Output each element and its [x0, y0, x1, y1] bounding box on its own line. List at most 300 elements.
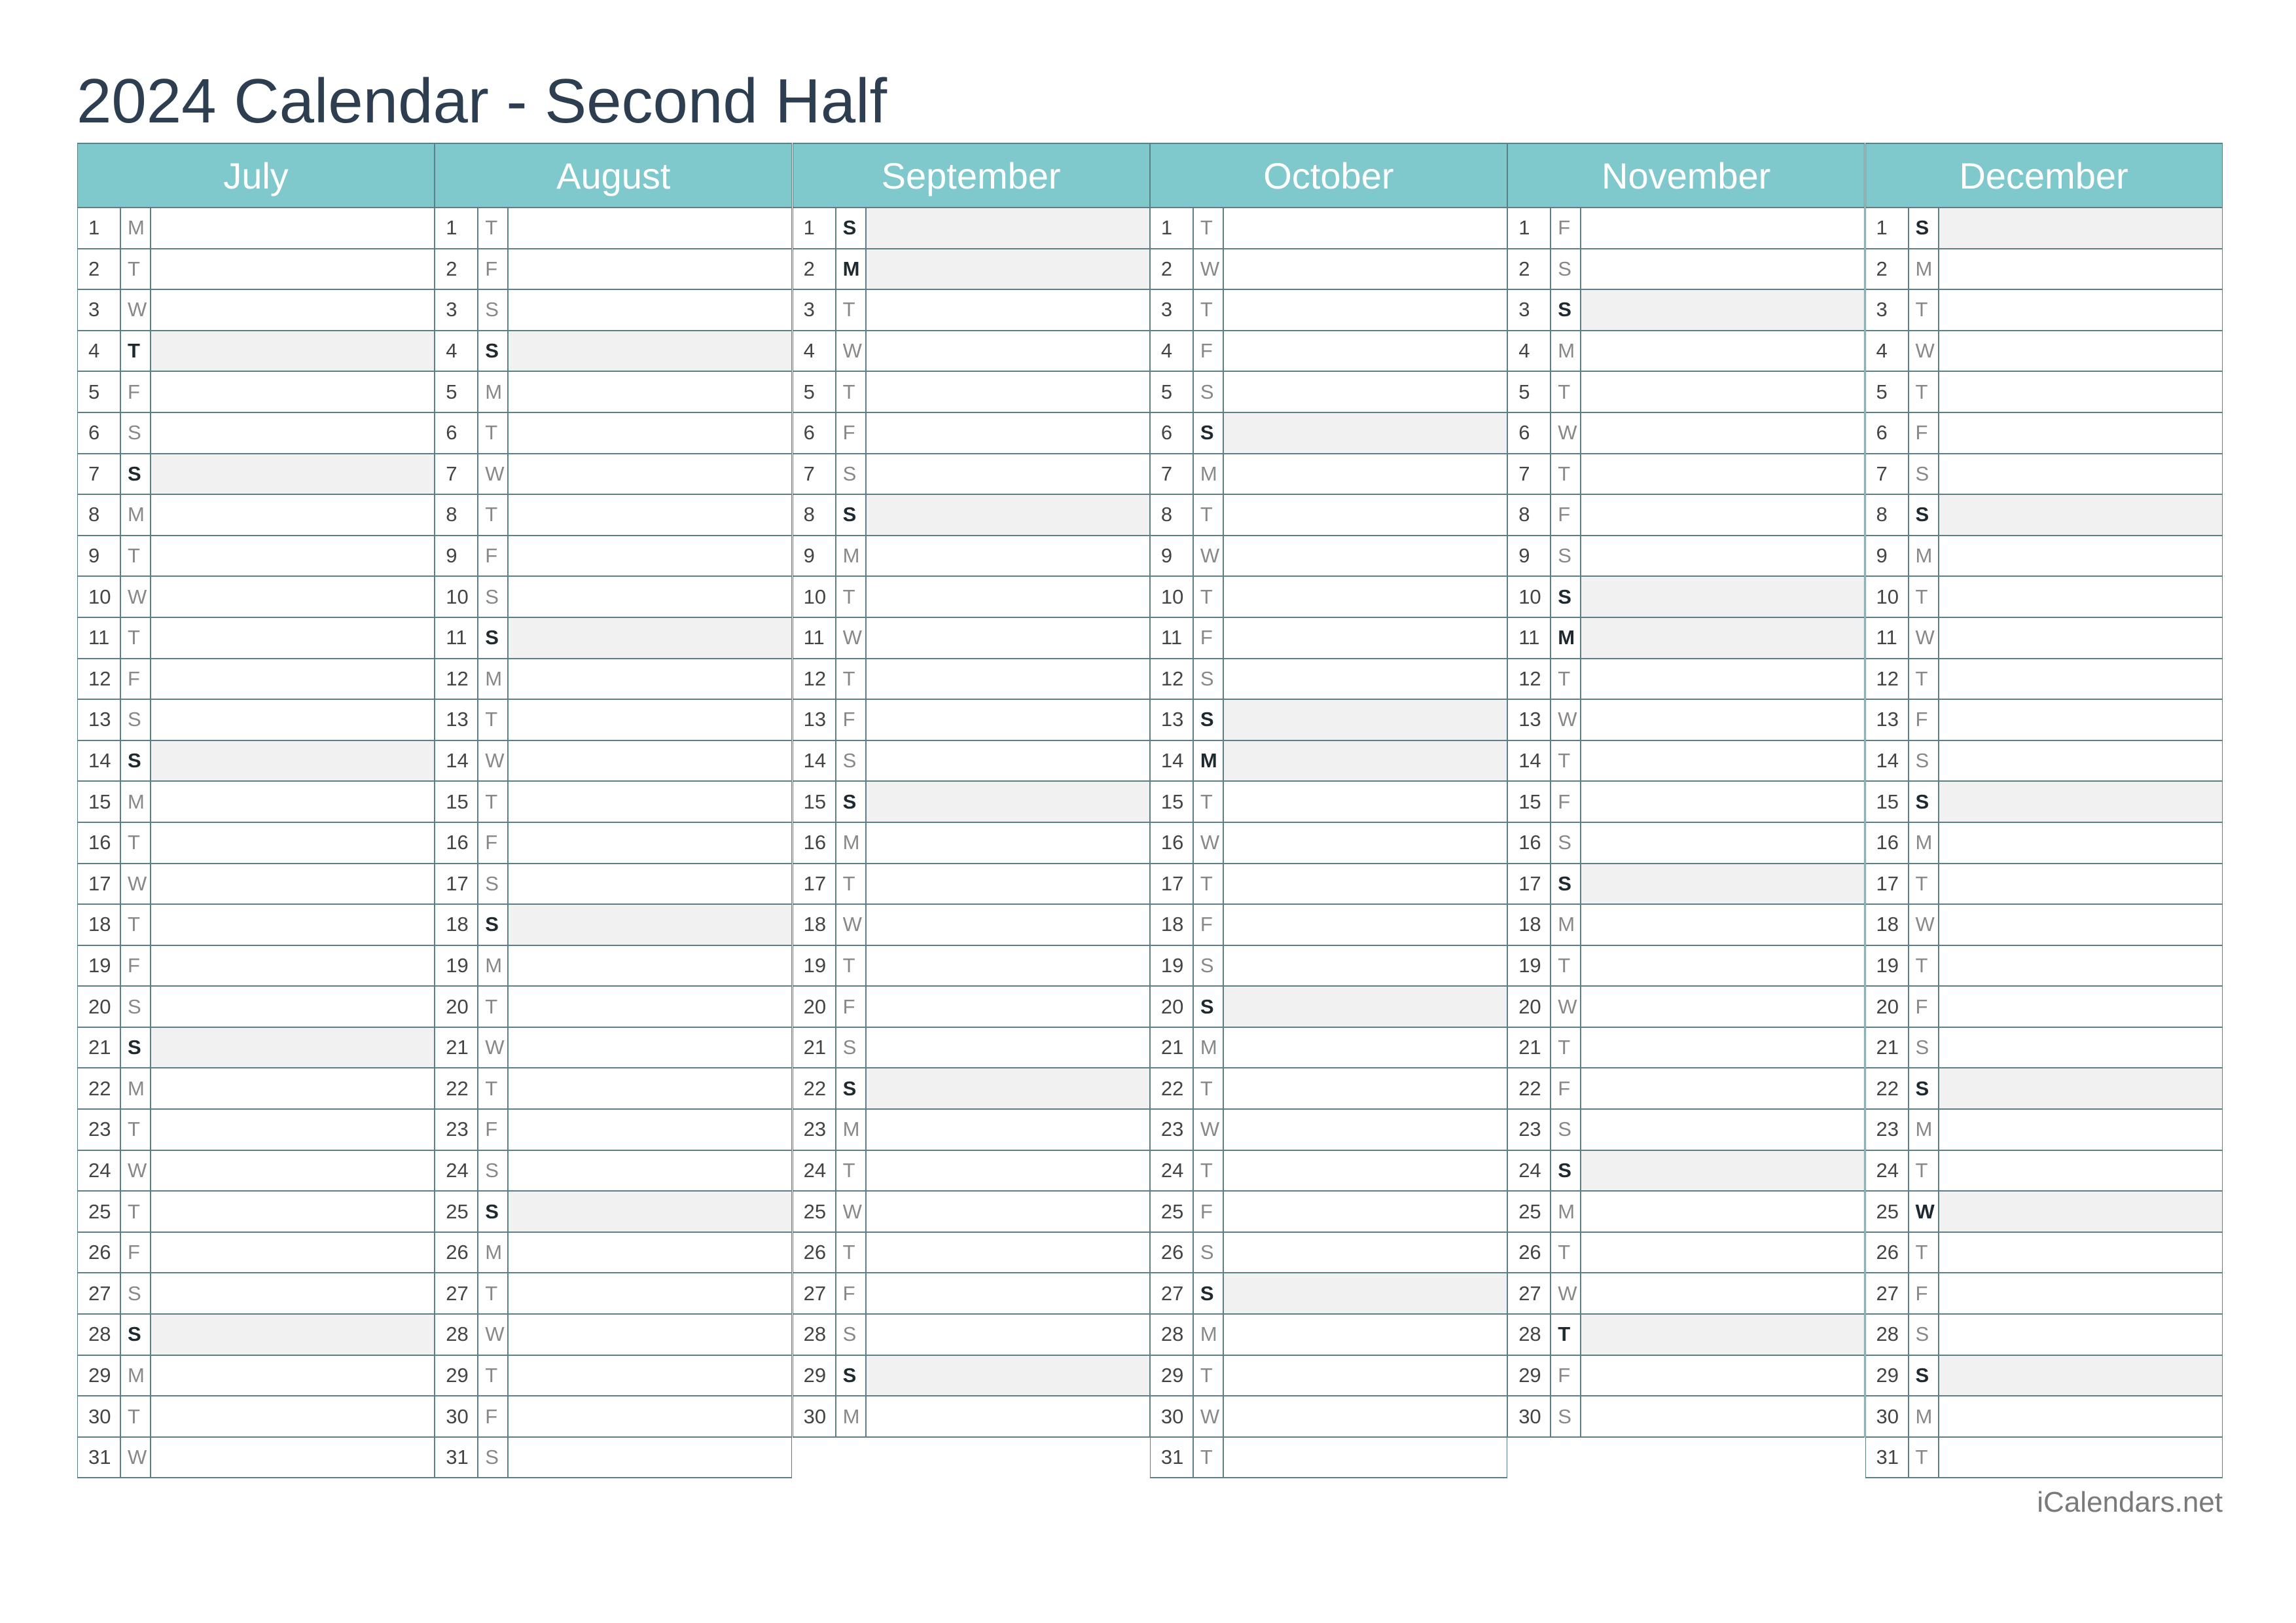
- day-row: [1865, 1438, 2223, 1479]
- day-number: 11: [435, 618, 478, 658]
- weekday-letter: T: [121, 536, 151, 576]
- day-number: 13: [1508, 700, 1551, 740]
- day-number: 7: [793, 454, 836, 494]
- weekday-letter: S: [1194, 1273, 1224, 1313]
- weekday-letter: T: [1909, 659, 1939, 699]
- day-row: [77, 864, 435, 905]
- weekday-letter: W: [1194, 1110, 1224, 1150]
- day-row: [1865, 1068, 2223, 1110]
- day-row: [435, 1273, 792, 1315]
- weekday-letter: S: [836, 1356, 867, 1396]
- month-column-0: [77, 143, 435, 1478]
- note-cell: [509, 495, 791, 535]
- day-row: [1865, 413, 2223, 454]
- note-cell: [867, 454, 1149, 494]
- day-number: 5: [78, 372, 121, 412]
- weekday-letter: M: [1551, 1192, 1581, 1231]
- day-number: 22: [78, 1068, 121, 1108]
- day-row: [1150, 1028, 1507, 1069]
- note-cell: [867, 1396, 1149, 1436]
- day-number: 12: [793, 659, 836, 699]
- day-row: [1865, 864, 2223, 905]
- day-row: [1507, 454, 1865, 496]
- day-number: 18: [435, 905, 478, 945]
- day-row: [1507, 372, 1865, 413]
- day-row: [1865, 249, 2223, 291]
- day-row: [1507, 1396, 1865, 1438]
- weekday-letter: S: [121, 741, 151, 781]
- weekday-letter: T: [121, 1396, 151, 1436]
- note-cell: [1224, 1356, 1507, 1396]
- day-number: 28: [1151, 1315, 1194, 1355]
- day-row: [1865, 1110, 2223, 1151]
- note-cell: [1581, 1356, 1864, 1396]
- weekday-letter: T: [1551, 1028, 1581, 1068]
- note-cell: [1939, 372, 2222, 412]
- note-cell: [1939, 577, 2222, 617]
- day-row: [77, 536, 435, 577]
- note-cell: [1581, 782, 1864, 822]
- day-row: [1507, 331, 1865, 373]
- day-number: 31: [1866, 1438, 1909, 1478]
- weekday-letter: T: [836, 864, 867, 904]
- note-cell: [867, 864, 1149, 904]
- note-cell: [1224, 1192, 1507, 1231]
- note-cell: [509, 1110, 791, 1150]
- weekday-letter: M: [836, 1110, 867, 1150]
- note-cell: [1581, 1315, 1864, 1355]
- note-cell: [1224, 1315, 1507, 1355]
- note-cell: [151, 331, 434, 371]
- note-cell: [509, 782, 791, 822]
- day-number: 28: [435, 1315, 478, 1355]
- note-cell: [1939, 905, 2222, 945]
- weekday-letter: F: [1909, 700, 1939, 740]
- note-cell: [1939, 987, 2222, 1027]
- weekday-letter: M: [836, 536, 867, 576]
- day-row: [793, 946, 1150, 987]
- day-number: 30: [793, 1396, 836, 1436]
- note-cell: [151, 741, 434, 781]
- note-cell: [1939, 536, 2222, 576]
- day-number: 14: [435, 741, 478, 781]
- day-row: [793, 1068, 1150, 1110]
- note-cell: [509, 577, 791, 617]
- day-row: [1150, 905, 1507, 946]
- weekday-letter: S: [1194, 659, 1224, 699]
- day-number: 6: [78, 413, 121, 453]
- weekday-letter: S: [1909, 782, 1939, 822]
- day-row: [793, 577, 1150, 618]
- weekday-letter: S: [121, 1273, 151, 1313]
- day-row: [1865, 1028, 2223, 1069]
- day-row: [435, 1356, 792, 1397]
- weekday-letter: T: [1551, 741, 1581, 781]
- weekday-letter: T: [1194, 290, 1224, 330]
- note-cell: [151, 1438, 434, 1478]
- weekday-letter: F: [836, 987, 867, 1027]
- day-row: [77, 782, 435, 823]
- note-cell: [509, 1151, 791, 1191]
- weekday-letter: F: [1551, 1068, 1581, 1108]
- weekday-letter: W: [1551, 1273, 1581, 1313]
- note-cell: [1224, 1068, 1507, 1108]
- weekday-letter: W: [121, 1438, 151, 1478]
- day-number: 13: [793, 700, 836, 740]
- day-number: 2: [78, 249, 121, 289]
- note-cell: [1224, 208, 1507, 248]
- day-number: 5: [793, 372, 836, 412]
- weekday-letter: F: [1909, 1273, 1939, 1313]
- day-row: [77, 1028, 435, 1069]
- day-number: 11: [1151, 618, 1194, 658]
- weekday-letter: W: [121, 1151, 151, 1191]
- day-row: [77, 331, 435, 373]
- weekday-letter: W: [121, 864, 151, 904]
- note-cell: [151, 1273, 434, 1313]
- note-cell: [1224, 1438, 1507, 1478]
- day-number: 4: [793, 331, 836, 371]
- month-column-1: [435, 143, 792, 1478]
- day-number: 1: [435, 208, 478, 248]
- note-cell: [1939, 249, 2222, 289]
- weekday-letter: M: [1909, 823, 1939, 863]
- day-number: 14: [793, 741, 836, 781]
- day-row: [1507, 495, 1865, 536]
- note-cell: [509, 1028, 791, 1068]
- day-number: 4: [1508, 331, 1551, 371]
- day-number: 3: [1508, 290, 1551, 330]
- day-row: [1150, 1438, 1507, 1479]
- day-number: 2: [793, 249, 836, 289]
- day-row: [793, 1396, 1150, 1438]
- day-number: 4: [78, 331, 121, 371]
- day-number: 29: [793, 1356, 836, 1396]
- day-number: 31: [78, 1438, 121, 1478]
- note-cell: [1224, 659, 1507, 699]
- note-cell: [1581, 577, 1864, 617]
- weekday-letter: F: [1909, 987, 1939, 1027]
- day-row: [1865, 495, 2223, 536]
- day-number: 5: [1508, 372, 1551, 412]
- day-row: [1865, 782, 2223, 823]
- weekday-letter: S: [478, 864, 509, 904]
- day-row: [793, 1233, 1150, 1274]
- note-cell: [1581, 208, 1864, 248]
- note-cell: [867, 208, 1149, 248]
- weekday-letter: M: [1194, 1315, 1224, 1355]
- day-number: 18: [78, 905, 121, 945]
- day-row: [435, 536, 792, 577]
- day-row: [1150, 372, 1507, 413]
- note-cell: [867, 577, 1149, 617]
- note-cell: [1224, 1110, 1507, 1150]
- weekday-letter: T: [121, 331, 151, 371]
- day-number: 19: [78, 946, 121, 986]
- weekday-letter: T: [1551, 946, 1581, 986]
- weekday-letter: S: [121, 413, 151, 453]
- month-header: December: [1865, 143, 2223, 208]
- note-cell: [151, 577, 434, 617]
- day-row: [1150, 618, 1507, 659]
- weekday-letter: T: [836, 946, 867, 986]
- day-row: [793, 1151, 1150, 1192]
- day-number: 7: [1508, 454, 1551, 494]
- day-number: 24: [78, 1151, 121, 1191]
- weekday-letter: W: [1909, 618, 1939, 658]
- weekday-letter: W: [1194, 1396, 1224, 1436]
- day-number: 25: [1508, 1192, 1551, 1231]
- weekday-letter: T: [478, 413, 509, 453]
- day-number: 4: [1866, 331, 1909, 371]
- note-cell: [1939, 1438, 2222, 1478]
- day-row: [1865, 208, 2223, 249]
- weekday-letter: W: [121, 290, 151, 330]
- day-number: 9: [78, 536, 121, 576]
- weekday-letter: T: [121, 249, 151, 289]
- day-number: 25: [1151, 1192, 1194, 1231]
- day-number: 28: [1508, 1315, 1551, 1355]
- note-cell: [509, 331, 791, 371]
- weekday-letter: S: [1194, 946, 1224, 986]
- day-number: 28: [793, 1315, 836, 1355]
- weekday-letter: T: [836, 1151, 867, 1191]
- day-number: 10: [78, 577, 121, 617]
- day-number: 13: [435, 700, 478, 740]
- day-row: [1507, 1028, 1865, 1069]
- weekday-letter: T: [1909, 864, 1939, 904]
- note-cell: [509, 659, 791, 699]
- day-number: 5: [435, 372, 478, 412]
- day-number: 10: [1151, 577, 1194, 617]
- day-row: [435, 1110, 792, 1151]
- day-number: 19: [1508, 946, 1551, 986]
- weekday-letter: T: [121, 1192, 151, 1231]
- weekday-letter: T: [1551, 1315, 1581, 1355]
- note-cell: [1939, 659, 2222, 699]
- day-number: 21: [78, 1028, 121, 1068]
- day-number: 22: [1151, 1068, 1194, 1108]
- day-number: 3: [435, 290, 478, 330]
- weekday-letter: F: [836, 413, 867, 453]
- note-cell: [1581, 1396, 1864, 1436]
- weekday-letter: S: [1551, 1110, 1581, 1150]
- weekday-letter: S: [121, 987, 151, 1027]
- day-row: [77, 905, 435, 946]
- weekday-letter: W: [478, 454, 509, 494]
- weekday-letter: M: [121, 1068, 151, 1108]
- day-number: 8: [1151, 495, 1194, 535]
- weekday-letter: F: [836, 1273, 867, 1313]
- day-row: [1865, 618, 2223, 659]
- day-number: 21: [435, 1028, 478, 1068]
- day-row: [435, 946, 792, 987]
- day-number: 30: [78, 1396, 121, 1436]
- day-row: [1150, 987, 1507, 1028]
- note-cell: [1581, 495, 1864, 535]
- weekday-letter: W: [121, 577, 151, 617]
- note-cell: [151, 905, 434, 945]
- weekday-letter: W: [836, 618, 867, 658]
- weekday-letter: S: [1551, 249, 1581, 289]
- day-number: 7: [1151, 454, 1194, 494]
- day-number: 26: [435, 1233, 478, 1273]
- month-header: July: [77, 143, 435, 208]
- day-number: 17: [1508, 864, 1551, 904]
- weekday-letter: M: [836, 1396, 867, 1436]
- day-number: 9: [1151, 536, 1194, 576]
- weekday-letter: T: [1194, 208, 1224, 248]
- day-number: 18: [1508, 905, 1551, 945]
- day-number: 2: [1151, 249, 1194, 289]
- day-number: 12: [1508, 659, 1551, 699]
- day-row: [77, 1356, 435, 1397]
- day-row: [793, 905, 1150, 946]
- note-cell: [867, 1110, 1149, 1150]
- weekday-letter: T: [836, 1233, 867, 1273]
- note-cell: [151, 618, 434, 658]
- weekday-letter: T: [1909, 1233, 1939, 1273]
- weekday-letter: T: [1194, 1356, 1224, 1396]
- weekday-letter: W: [478, 1028, 509, 1068]
- note-cell: [509, 700, 791, 740]
- note-cell: [151, 249, 434, 289]
- day-number: 26: [793, 1233, 836, 1273]
- note-cell: [1581, 823, 1864, 863]
- day-row: [1865, 1151, 2223, 1192]
- weekday-letter: M: [1909, 1110, 1939, 1150]
- day-row: [1507, 290, 1865, 331]
- weekday-letter: F: [1551, 495, 1581, 535]
- note-cell: [151, 1356, 434, 1396]
- weekday-letter: T: [836, 290, 867, 330]
- note-cell: [509, 1438, 791, 1478]
- day-row: [1507, 413, 1865, 454]
- day-number: 20: [793, 987, 836, 1027]
- note-cell: [151, 1192, 434, 1231]
- weekday-letter: S: [1909, 1356, 1939, 1396]
- weekday-letter: M: [121, 1356, 151, 1396]
- day-row: [77, 290, 435, 331]
- day-number: 22: [1866, 1068, 1909, 1108]
- note-cell: [1224, 495, 1507, 535]
- note-cell: [509, 1315, 791, 1355]
- note-cell: [1224, 536, 1507, 576]
- day-number: 10: [435, 577, 478, 617]
- day-row: [435, 1396, 792, 1438]
- weekday-letter: S: [1194, 372, 1224, 412]
- note-cell: [867, 1151, 1149, 1191]
- day-row: [1507, 577, 1865, 618]
- weekday-letter: W: [1194, 823, 1224, 863]
- day-row: [77, 659, 435, 701]
- day-row: [1507, 1110, 1865, 1151]
- note-cell: [1581, 987, 1864, 1027]
- day-row: [1865, 290, 2223, 331]
- day-row: [435, 1028, 792, 1069]
- note-cell: [509, 946, 791, 986]
- note-cell: [151, 454, 434, 494]
- day-number: 16: [1866, 823, 1909, 863]
- note-cell: [151, 659, 434, 699]
- note-cell: [1581, 454, 1864, 494]
- weekday-letter: T: [121, 1110, 151, 1150]
- weekday-letter: F: [1909, 413, 1939, 453]
- day-row: [77, 1396, 435, 1438]
- weekday-letter: T: [478, 1068, 509, 1108]
- day-row: [1507, 905, 1865, 946]
- day-row: [77, 1110, 435, 1151]
- weekday-letter: M: [478, 1233, 509, 1273]
- day-number: 1: [1866, 208, 1909, 248]
- day-number: 6: [1151, 413, 1194, 453]
- weekday-letter: S: [836, 1315, 867, 1355]
- day-row: [1150, 1068, 1507, 1110]
- day-number: 16: [1151, 823, 1194, 863]
- weekday-letter: S: [1194, 987, 1224, 1027]
- note-cell: [509, 1273, 791, 1313]
- day-number: 16: [793, 823, 836, 863]
- day-row: [435, 987, 792, 1028]
- day-number: 26: [1866, 1233, 1909, 1273]
- day-number: 20: [1151, 987, 1194, 1027]
- note-cell: [151, 1315, 434, 1355]
- day-row: [435, 454, 792, 496]
- day-row: [435, 290, 792, 331]
- note-cell: [867, 331, 1149, 371]
- day-row: [1507, 249, 1865, 291]
- note-cell: [151, 413, 434, 453]
- note-cell: [509, 454, 791, 494]
- weekday-letter: F: [1194, 905, 1224, 945]
- note-cell: [509, 536, 791, 576]
- note-cell: [509, 290, 791, 330]
- day-row: [1507, 1273, 1865, 1315]
- note-cell: [1939, 413, 2222, 453]
- day-row: [793, 454, 1150, 496]
- day-row: [1865, 1192, 2223, 1233]
- weekday-letter: M: [1551, 905, 1581, 945]
- weekday-letter: S: [1551, 536, 1581, 576]
- note-cell: [1939, 1233, 2222, 1273]
- weekday-letter: M: [1194, 1028, 1224, 1068]
- day-number: 6: [1508, 413, 1551, 453]
- day-row: [1507, 987, 1865, 1028]
- weekday-letter: M: [1909, 1396, 1939, 1436]
- day-number: 24: [1151, 1151, 1194, 1191]
- month-column-4: [1507, 143, 1865, 1438]
- weekday-letter: W: [1194, 249, 1224, 289]
- day-row: [1150, 536, 1507, 577]
- day-number: 20: [1508, 987, 1551, 1027]
- day-row: [435, 1233, 792, 1274]
- day-number: 10: [1866, 577, 1909, 617]
- day-number: 20: [435, 987, 478, 1027]
- day-row: [1507, 864, 1865, 905]
- day-number: 23: [435, 1110, 478, 1150]
- day-row: [77, 946, 435, 987]
- note-cell: [151, 290, 434, 330]
- weekday-letter: F: [1194, 331, 1224, 371]
- day-number: 7: [435, 454, 478, 494]
- day-number: 12: [1866, 659, 1909, 699]
- day-number: 25: [1866, 1192, 1909, 1231]
- day-row: [435, 1315, 792, 1356]
- weekday-letter: M: [1551, 331, 1581, 371]
- weekday-letter: S: [478, 905, 509, 945]
- note-cell: [1581, 741, 1864, 781]
- day-number: 15: [793, 782, 836, 822]
